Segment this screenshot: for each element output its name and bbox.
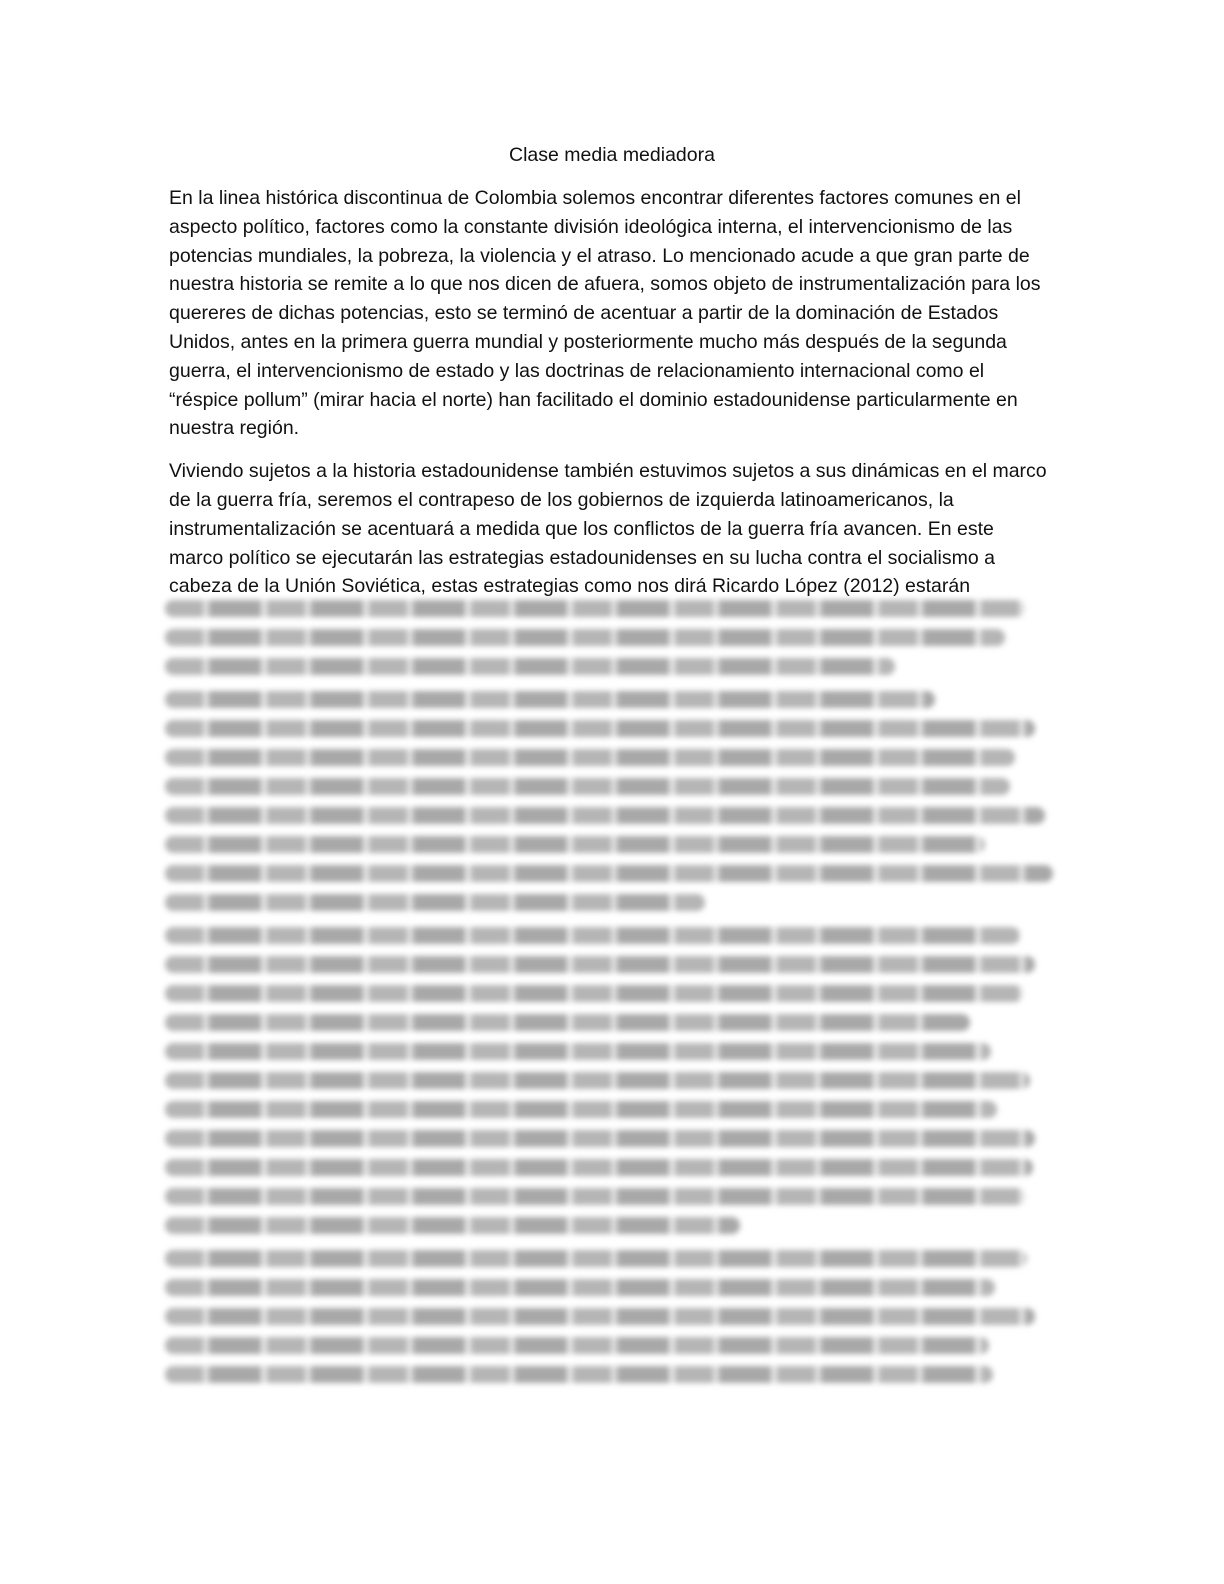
document-title: Clase media mediadora	[509, 144, 715, 166]
blurred-line	[165, 865, 1053, 882]
blurred-line	[165, 778, 1010, 795]
blurred-paragraph	[165, 691, 1053, 911]
blurred-line	[165, 894, 705, 911]
blurred-line	[165, 691, 935, 708]
document-body	[169, 184, 1049, 615]
blurred-line	[165, 1279, 995, 1296]
blurred-line	[165, 1043, 991, 1060]
blurred-line	[165, 1072, 1030, 1089]
blurred-line	[165, 1337, 989, 1354]
paragraph-2: Viviendo sujetos a la historia estadounidense también estuvimos sujetos a sus dinámicas en el marco de la guerra fría, seremos el contrapeso de los gobiernos de izquierda latinoamericanos, la instrumentalización se acentuará a medida que los conflictos de la guerra fría avancen. En este marco político se ejecutarán las estrategias estadounidenses en su lucha contra el socialismo a cabeza de la Unión Soviética, estas estrategias como nos dirá Ricardo López (2012) estarán	[169, 460, 1047, 598]
blurred-line	[165, 629, 1005, 646]
paragraph-1: En la linea histórica discontinua de Colombia solemos encontrar diferentes factores comunes en el aspecto político, factores como la constante división ideológica interna, el intervencionismo de las potencias mundiales, la pobreza, la violencia y el atraso. Lo mencionado acude a que gran parte de nuestra historia se remite a lo que nos dicen de afuera, somos objeto de instrumentalización para los quereres de dichas potencias, esto se terminó de acentuar a partir de la dominación de Estados Unidos, antes en la primera guerra mundial y posteriormente mucho más después de la segunda guerra, el intervencionismo de estado y las doctrinas de relacionamiento internacional como el “réspice pollum” (mirar hacia el norte) han facilitado el dominio estadounidense particularmente en nuestra región.	[169, 187, 1041, 440]
blurred-line	[165, 1014, 970, 1031]
blurred-line	[165, 1308, 1035, 1325]
blurred-paragraph	[165, 1250, 1053, 1383]
blurred-preview-text	[165, 600, 1053, 1399]
blurred-line	[165, 1159, 1033, 1176]
blurred-line	[165, 600, 1025, 617]
blurred-line	[165, 985, 1023, 1002]
blurred-line	[165, 1366, 993, 1383]
blurred-line	[165, 658, 895, 675]
blurred-paragraph	[165, 927, 1053, 1234]
blurred-line	[165, 836, 985, 853]
blurred-line	[165, 1217, 740, 1234]
blurred-line	[165, 1250, 1027, 1267]
blurred-line	[165, 1188, 1025, 1205]
blurred-line	[165, 749, 1015, 766]
blurred-line	[165, 807, 1045, 824]
blurred-line	[165, 956, 1035, 973]
blurred-line	[165, 1130, 1035, 1147]
blurred-line	[165, 1101, 997, 1118]
blurred-line	[165, 720, 1035, 737]
blurred-line	[165, 927, 1020, 944]
blurred-paragraph	[165, 600, 1053, 675]
